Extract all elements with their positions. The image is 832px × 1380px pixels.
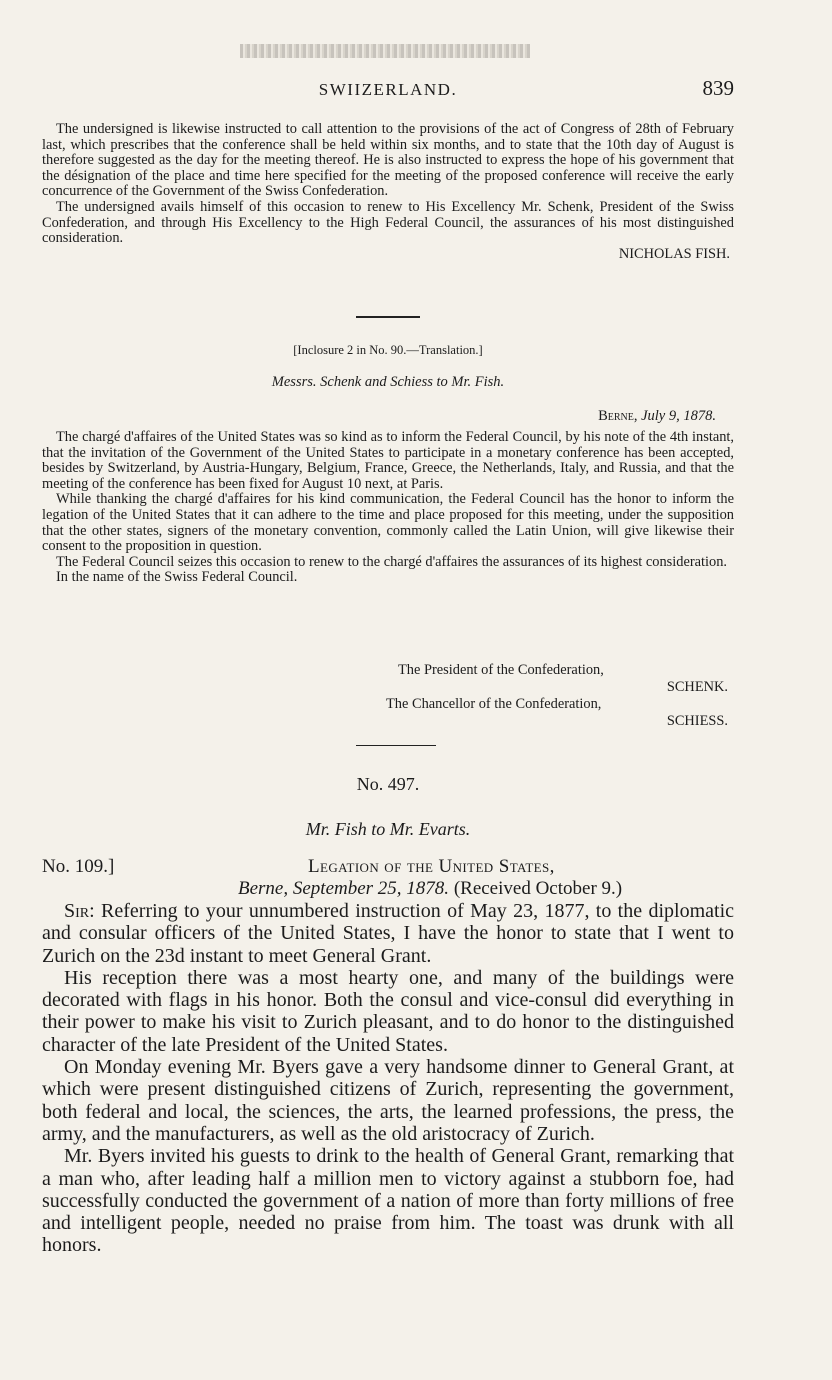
signature-title: The President of the Confederation, bbox=[398, 662, 604, 678]
dateline-place-date: Berne, September 25, 1878. bbox=[238, 878, 450, 899]
inclosure-caption: [Inclosure 2 in No. 90.—Translation.] bbox=[293, 343, 483, 357]
document-number: No. 497. bbox=[356, 774, 420, 794]
page-header bbox=[42, 76, 734, 102]
dispatch-body bbox=[42, 900, 734, 1257]
section-divider bbox=[356, 316, 420, 318]
letter-fish-to-schenk bbox=[42, 122, 734, 262]
paragraph: The chargé d'affaires of the United States was so kind as to inform the Federal Council, by his note of the 4th instant, that the invitation of the Government of the United States to participate in a monetary conference has been accepted, besides by Switzerland, by Austria-Hungary, Belgium, France, Greece, the Netherlands, Italy, and Russia, and that the meeting of the conference has been fixed for August 10 next, at Paris. bbox=[42, 429, 734, 492]
legation-heading: Legation of the United States, bbox=[308, 856, 555, 877]
paragraph: The undersigned is likewise instructed to call attention to the provisions of the act of Congress of 28th of February last, which prescribes that the conference shall be held within six months, and to state that the 10th day of August is therefore suggested as the day for the meeting thereof. He is also instructed to express the hope of his government that the désignation of the place and time here specified for the meeting of the proposed conference will receive the early concurrence of the Government of the Swiss Confederation. bbox=[42, 121, 734, 200]
inclosure-dateline bbox=[598, 408, 716, 425]
dispatch-number: No. 109.] bbox=[42, 856, 115, 877]
library-stamp bbox=[240, 44, 530, 58]
paragraph-text: Referring to your unnumbered instruction of May 23, 1877, to the diplomatic and consular officers of the United States, I have the honor to state that I went to Zurich on the 23d instant to meet General Grant. bbox=[42, 900, 734, 967]
page-number: 839 bbox=[702, 76, 734, 100]
signature-title: The Chancellor of the Confederation, bbox=[386, 696, 602, 712]
paragraph: While thanking the chargé d'affaires for his kind communication, the Federal Council has the honor to inform the legation of the United States that it can adhere to the time and place proposed for this meeting, under the supposition that the other states, signers of the monetary convention, commonly called the Latin Union, will give likewise their consent to the proposition in question. bbox=[42, 491, 734, 555]
running-head: SWIIZERLAND. bbox=[318, 80, 458, 99]
signature-name: SCHIESS. bbox=[666, 713, 728, 729]
inclosure-body bbox=[42, 430, 734, 586]
signature-name: SCHENK. bbox=[666, 679, 728, 695]
paragraph: In the name of the Swiss Federal Council. bbox=[56, 569, 298, 586]
dateline-place: Berne, bbox=[598, 408, 638, 424]
paragraph: On Monday evening Mr. Byers gave a very handsome dinner to General Grant, at which were present distinguished citizens of Zurich, representing the government, both federal and local, the sciences, the arts, the learned professions, the press, the army, and the manufacturers, as well as the old aristocracy of Zurich. bbox=[42, 1056, 734, 1145]
paragraph bbox=[42, 900, 734, 967]
document-title: Mr. Fish to Mr. Evarts. bbox=[305, 819, 471, 839]
inclosure-title: Messrs. Schenk and Schiess to Mr. Fish. bbox=[271, 374, 505, 390]
paragraph: The Federal Council seizes this occasion to renew to the chargé d'affaires the assurances of its highest consideration. bbox=[56, 553, 728, 570]
paragraph: Mr. Byers invited his guests to drink to the health of General Grant, remarking that a man who, after leading half a million men to victory against a stubborn foe, had successfully conducted the government of a nation of more than forty millions of free and intelligent people, needed no praise from him. The toast was drunk with all honors. bbox=[42, 1145, 734, 1257]
section-divider bbox=[356, 745, 436, 746]
received-date: (Received October 9.) bbox=[453, 878, 623, 899]
paragraph: His reception there was a most hearty one, and many of the buildings were decorated with flags in his honor. Both the consul and vice-consul did everything in their power to make his visit to Zurich pleasant, and to do honor to the distinguished character of the late President of the United States. bbox=[42, 966, 734, 1056]
salutation: Sir: bbox=[64, 900, 95, 922]
dispatch-dateline bbox=[238, 878, 622, 900]
dateline-date: July 9, 1878. bbox=[641, 408, 716, 424]
paragraph: The undersigned avails himself of this occasion to renew to His Excellency Mr. Schenk, President of the Swiss Confederation, and through His Excellency to the High Federal Council, the assurances of his most distinguished consideration. bbox=[42, 198, 734, 247]
signature-fish: NICHOLAS FISH. bbox=[618, 245, 730, 262]
